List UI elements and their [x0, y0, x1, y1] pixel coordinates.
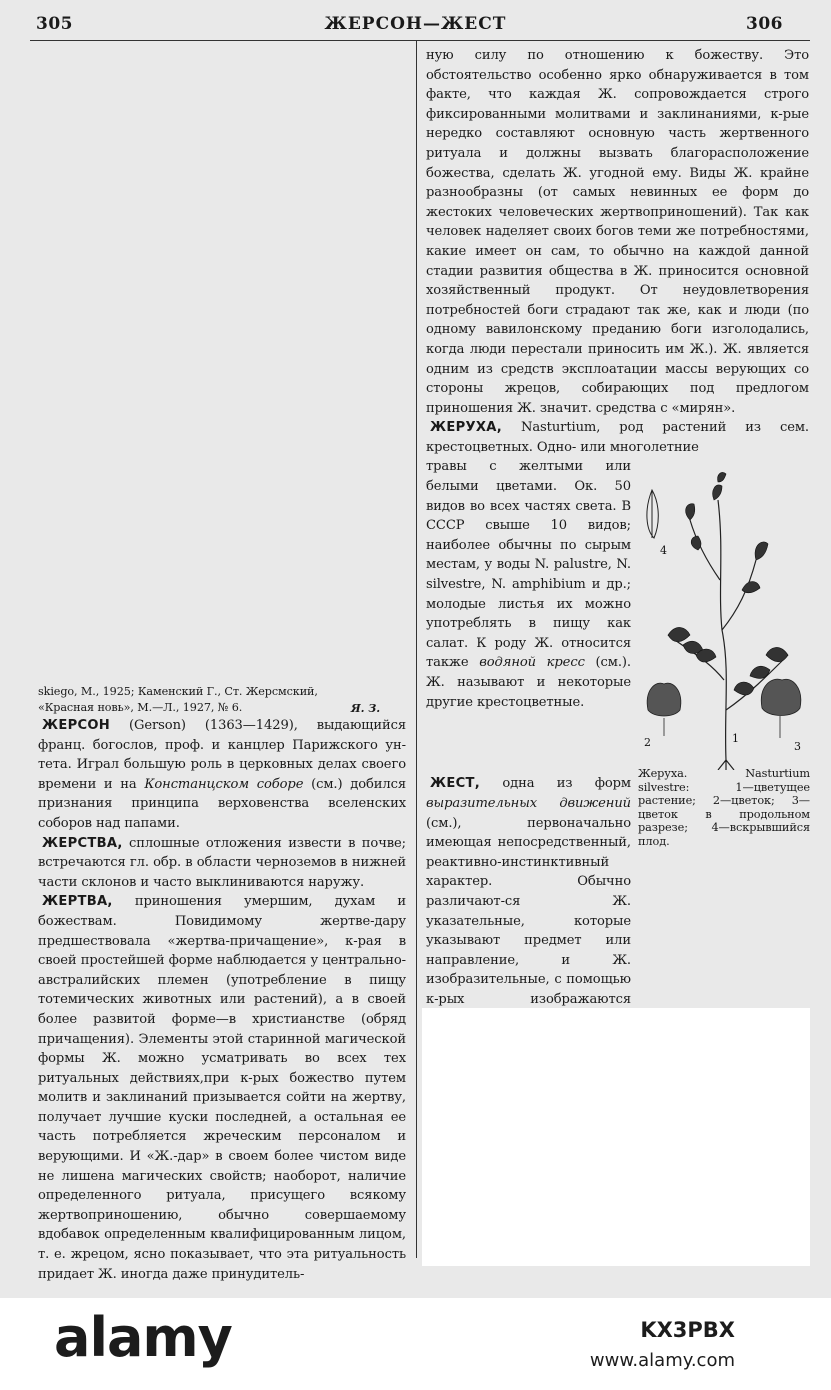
headword-zherukha: ЖЕРУХА,: [430, 420, 502, 436]
entry-zherukha: [426, 418, 809, 457]
watermark-url: www.alamy.com: [589, 1350, 735, 1371]
source-line-2: «Красная новь», М.—Л., 1927, № 6.: [38, 701, 243, 714]
figure-label-3: 3: [794, 740, 801, 754]
entry-text: приношения умершим, духам и божествам. Повидимому жертве-дару предшествовала «жертва-причащение», к-рая в своей простейшей форме наблюдается у центрально-австралийских племен (употребление в пищу тотемических животных или растений), а в своей более развитой форме—в христианстве (обряд причащения). Элементы этой старинной магической формы Ж. можно усматривать во всех тех ритуальных действиях,при к-рых божество путем молитв и заклинаний призывается сойти на жертву, получает лучшие куски последней, а остальная ее часть потребляется жреческим персоналом и верующими. И «Ж.-дар» в своем более чистом виде не лишена магических свойств; наоборот, наличие определенного ритуала, присущего всякому жертвоприношению, обычно совершаемому вдобавок определенным квалифицированным лицом, т. е. жрецом, ясно показывает, что эта ритуальность придает Ж. иногда даже принудитель-: [38, 894, 406, 1282]
headword-zhertva: ЖЕРТВА,: [42, 894, 113, 910]
blank-area: [422, 1008, 810, 1266]
cross-reference[interactable]: выразительных движений: [426, 796, 631, 812]
entry-zherstva: [38, 834, 406, 893]
image-id: KX3PBX: [640, 1318, 735, 1342]
figure-label-1: 1: [732, 732, 739, 746]
figure-caption: Жеруха. Nasturtium silvestre: 1—цветущее растение; 2—цветок; 3—цветок в продольном разрезе; 4—вскрывшийся плод.: [638, 767, 810, 848]
entry-gerson: [38, 716, 406, 834]
entry-zhertva: [38, 892, 406, 1284]
entry-text: сплошные отложения извести в почве; встречаются гл. обр. в области черноземов в нижней части склонов и часто выклиниваются наружу.: [38, 835, 406, 890]
cross-reference[interactable]: водяной кресс: [479, 655, 585, 671]
figure-label-4: 4: [660, 544, 667, 558]
entry-zherukha-text: [426, 457, 631, 712]
entry-text: (см.), первоначально имеющая непосредственный, реактивно-инстинктивный характер. Обычно различают-ся Ж. указательные, которые указывают предмет или направление, и Ж. изобразительные, с помощью к-рых изображаются: [426, 815, 631, 1007]
page-title: ЖЕРСОН—ЖЕСТ: [324, 14, 507, 34]
entry-text: (см.). Ж. называют и некоторые другие крестоцветные.: [426, 655, 631, 710]
header-rule: [30, 40, 810, 41]
source-line-1: skiego, M., 1925; Каменский Г., Ст. Жерсмский,: [38, 685, 318, 698]
entry-text: травы с желтыми или белыми цветами. Ок. 50 видов во всех частях света. В СССР свыше 10 видов; наиболее обычны по сырым местам, у воды N. palustre, N. silvestre, N. amphibium и др.; молодые листья их можно употреблять в пищу как салат. К роду Ж. относится также: [426, 459, 631, 671]
page-number-right: 306: [746, 14, 783, 34]
entry-zhertva-continued: ную силу по отношению к божеству. Это обстоятельство особенно ярко обнаруживается в том факте, что каждая Ж. сопровождается строго фиксированными молитвами и заклинаниями, к-рые нередко составляют основную часть жертвенного ритуала и должны вызвать благорасположение божества, сделать Ж. угодной ему. Виды Ж. крайне разнообразны (от самых невинных ее форм до жестоких человеческих жертвоприношений). Так как человек наделяет своих богов теми же потребностями, какие имеет он сам, то обычно на каждой данной стадии развития общества в Ж. приносится основной хозяйственный продукт. От неудовлетворения потребностей боги страдают так же, как и люди (по одному вавилонскому преданию боги изголодались, когда люди перестали приносить им Ж.). Ж. является одним из средств эксплоатации массы верующих со стороны жрецов, собирающих под предлогом приношения Ж. значит. средства с «мирян».: [426, 48, 809, 416]
entry-text: Nasturtium, род растений из сем. крестоцветных. Одно- или многолетние: [426, 420, 809, 455]
source-line: [38, 684, 406, 716]
alamy-logo: alamy: [54, 1306, 232, 1369]
watermark-bar: [0, 1298, 831, 1390]
nasturtium-illustration: [638, 460, 809, 770]
author-signature: Я. З.: [350, 701, 380, 715]
figure-label-2: 2: [644, 736, 651, 750]
left-column: [38, 684, 406, 1284]
page-number-left: 305: [36, 14, 73, 34]
headword-zherstva: ЖЕРСТВА,: [42, 835, 123, 851]
entry-text: одна из форм: [480, 776, 631, 792]
entry-text: (см.) добился признания принципа верховенства вселенских соборов над папами.: [38, 776, 407, 831]
headword-gerson: ЖЕРСОН: [42, 718, 111, 733]
entry-text: (Gerson) (1363—1429), выдающийся франц. богослов, проф. и канцлер Парижского ун-тета. Играл большую роль в церковных делах своего времени и на: [38, 718, 406, 792]
column-divider: [416, 40, 417, 1258]
headword-gest: ЖЕСТ,: [430, 776, 480, 792]
cross-reference[interactable]: Констанцском соборе: [144, 776, 304, 792]
